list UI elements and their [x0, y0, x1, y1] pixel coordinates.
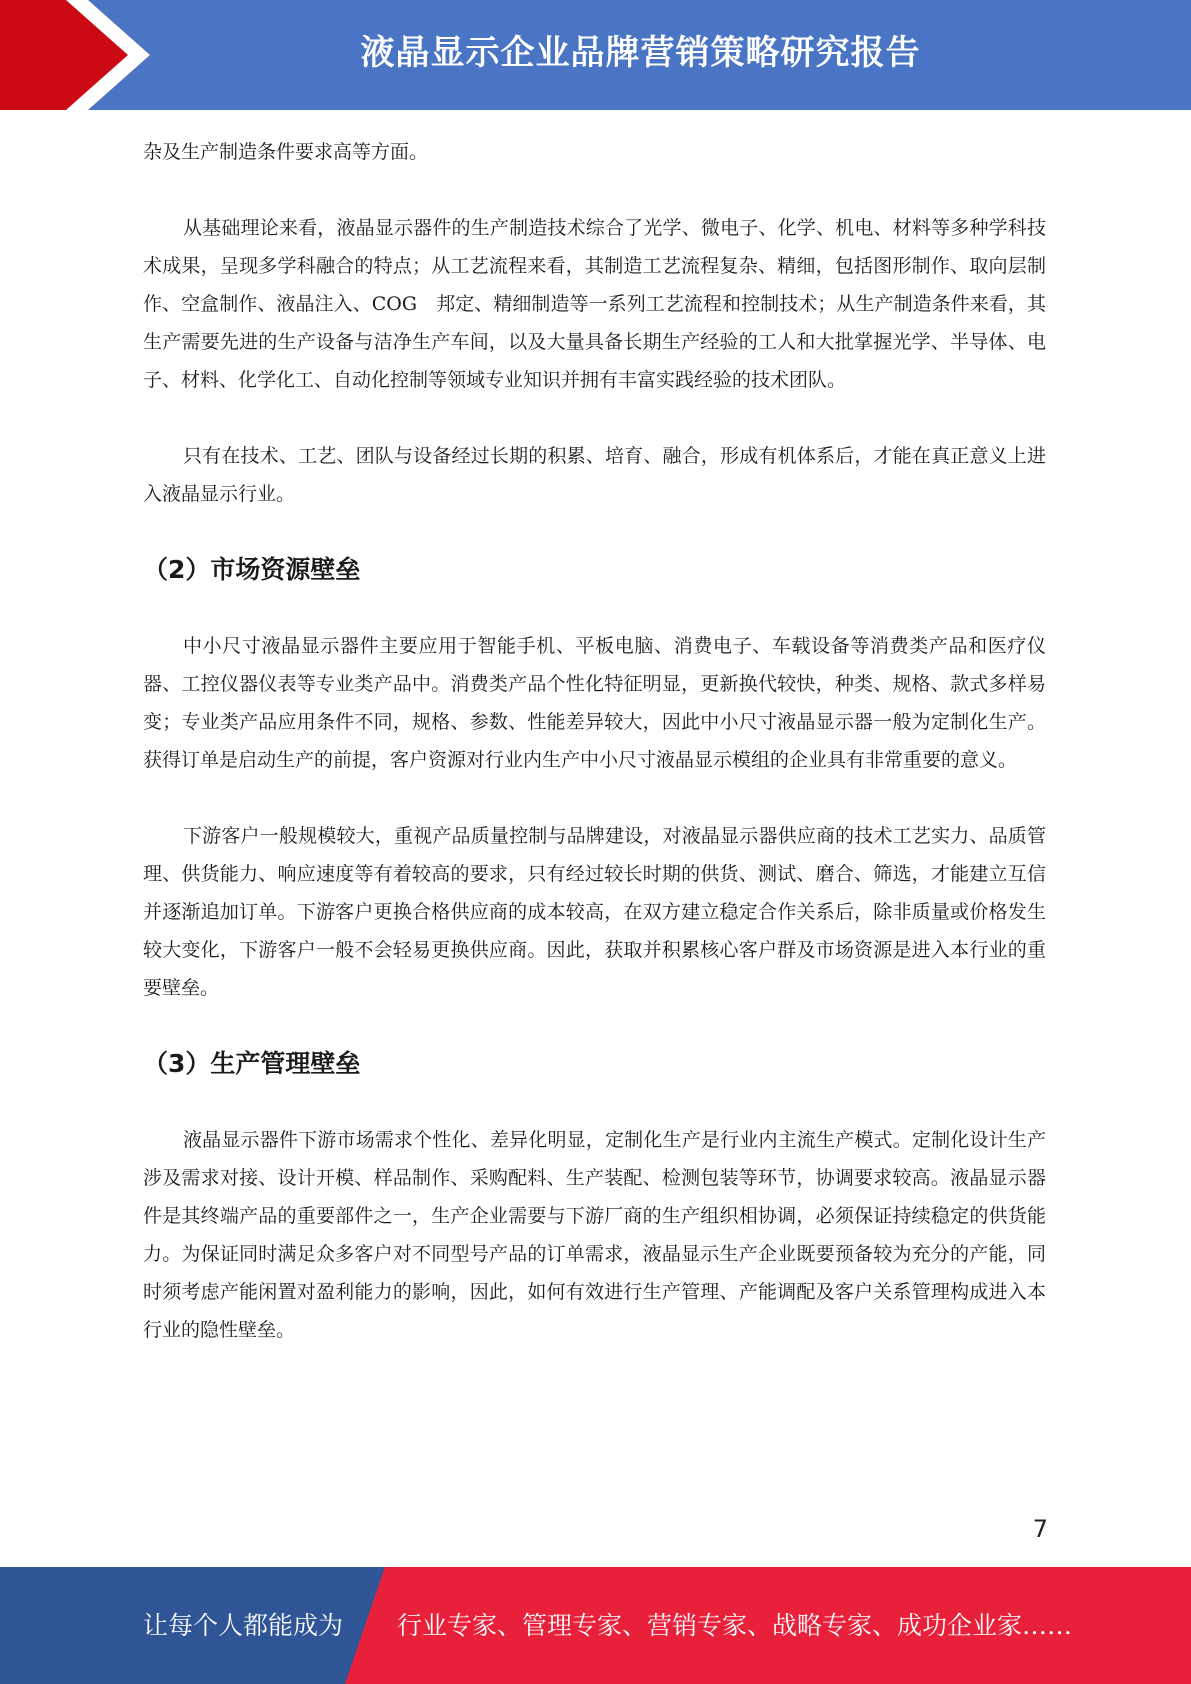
- paragraph: 液晶显示器件下游市场需求个性化、差异化明显，定制化生产是行业内主流生产模式。定制化设计生产涉及需求对接、设计开模、样品制作、采购配料、生产装配、检测包装等环节，协调要求较高。液晶显示器件是其终端产品的重要部件之一，生产企业需要与下游厂商的生产组织相协调，必须保证持续稳定的供货能力。为保证同时满足众多客户对不同型号产品的订单需求，液晶显示生产企业既要预备较为充分的产能，同时须考虑产能闲置对盈利能力的影响，因此，如何有效进行生产管理、产能调配及客户关系管理构成进入本行业的隐性壁垒。: [143, 1129, 1046, 1341]
- paragraph: 从基础理论来看，液晶显示器件的生产制造技术综合了光学、微电子、化学、机电、材料等多种学科技术成果，呈现多学科融合的特点；从工艺流程来看，其制造工艺流程复杂、精细，包括图形制作、取向层制作、空盒制作、液晶注入、COG 邦定、精细制造等一系列工艺流程和控制技术；从生产制造条件来看，其生产需要先进的生产设备与洁净生产车间，以及大量具备长期生产经验的工人和大批掌握光学、半导体、电子、材料、化学化工、自动化控制等领域专业知识并拥有丰富实践经验的技术团队。: [143, 217, 1046, 391]
- paragraph: 中小尺寸液晶显示器件主要应用于智能手机、平板电脑、消费电子、车载设备等消费类产品和医疗仪器、工控仪器仪表等专业类产品中。消费类产品个性化特征明显，更新换代较快，种类、规格、款式多样易变；专业类产品应用条件不同，规格、参数、性能差异较大，因此中小尺寸液晶显示器一般为定制化生产。获得订单是启动生产的前提，客户资源对行业内生产中小尺寸液晶显示模组的企业具有非常重要的意义。: [143, 635, 1046, 771]
- footer-slogan-right: 行业专家、管理专家、营销专家、战略专家、成功企业家……: [397, 1611, 1073, 1640]
- document-body: [143, 133, 1046, 1387]
- section-heading-production-management: （3）生产管理壁垒: [143, 1049, 361, 1078]
- section-heading-market-resources: （2）市场资源壁垒: [143, 555, 361, 584]
- red-chevron-icon: [0, 0, 150, 110]
- footer-slogan-left: 让每个人都能成为: [143, 1611, 344, 1640]
- paragraph: 杂及生产制造条件要求高等方面。: [143, 141, 429, 163]
- page-number: 7: [1032, 1515, 1048, 1543]
- footer-banner: [0, 1567, 1191, 1684]
- paragraph: 只有在技术、工艺、团队与设备经过长期的积累、培育、融合，形成有机体系后，才能在真正意义上进入液晶显示行业。: [143, 445, 1046, 505]
- report-title: 液晶显示企业品牌营销策略研究报告: [360, 33, 921, 73]
- header-banner: [0, 0, 1191, 110]
- paragraph: 下游客户一般规模较大，重视产品质量控制与品牌建设，对液晶显示器供应商的技术工艺实力、品质管理、供货能力、响应速度等有着较高的要求，只有经过较长时期的供货、测试、磨合、筛选，才能建立互信并逐渐追加订单。下游客户更换合格供应商的成本较高，在双方建立稳定合作关系后，除非质量或价格发生较大变化，下游客户一般不会轻易更换供应商。因此，获取并积累核心客户群及市场资源是进入本行业的重要壁垒。: [143, 825, 1046, 999]
